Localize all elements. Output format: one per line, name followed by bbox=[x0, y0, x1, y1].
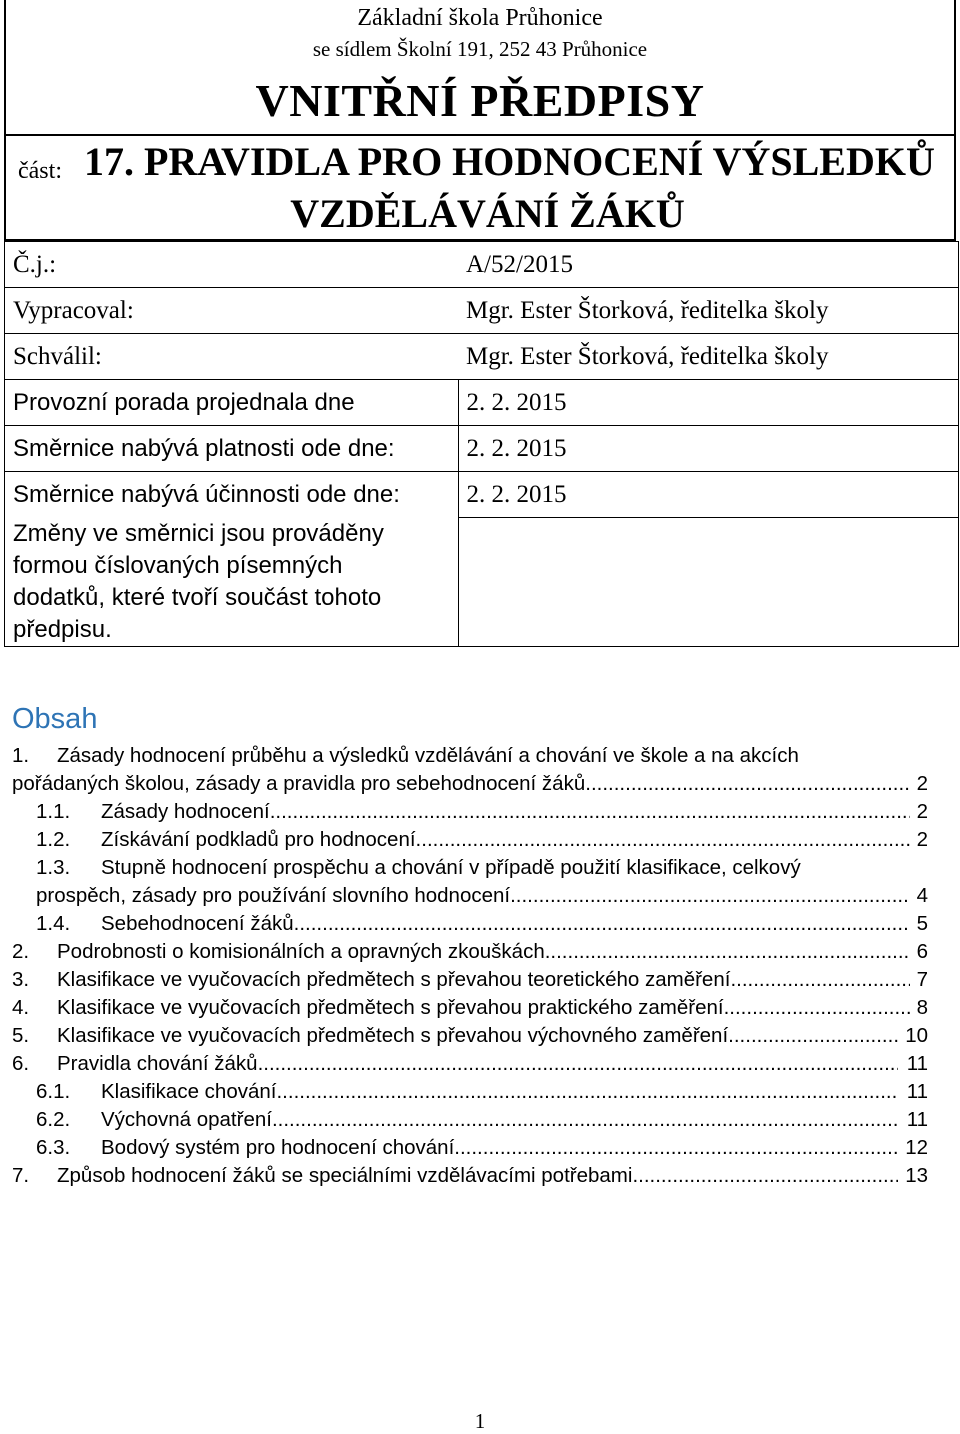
toc-leader bbox=[101, 1106, 898, 1134]
toc-item-3[interactable] bbox=[0, 966, 960, 994]
toc-leader bbox=[57, 1050, 898, 1078]
toc-item-1-4[interactable] bbox=[0, 910, 960, 938]
approved-value: Mgr. Ester Štorková, ředitelka školy bbox=[458, 334, 959, 380]
toc-leader bbox=[101, 910, 910, 938]
cj-value: A/52/2015 bbox=[458, 242, 959, 288]
changes-line-3: dodatků, které tvoří součást tohoto bbox=[13, 583, 382, 611]
toc-leader bbox=[36, 882, 910, 910]
part-title-line1: 17. PRAVIDLA PRO HODNOCENÍ VÝSLEDKŮ bbox=[84, 139, 935, 184]
approved-label: Schválil: bbox=[5, 334, 459, 380]
document-header bbox=[4, 0, 956, 136]
meta-row-prepared bbox=[5, 288, 959, 334]
toc-item-number: 4. bbox=[12, 996, 30, 1019]
toc-item-number: 1. bbox=[12, 744, 30, 767]
part-title-line2: VZDĚLÁVÁNÍ ŽÁKŮ bbox=[290, 191, 685, 236]
toc-item-1-cont[interactable] bbox=[0, 770, 960, 798]
toc-item-1-1[interactable] bbox=[0, 798, 960, 826]
toc-item-text: Pravidla chování žáků bbox=[57, 1052, 258, 1075]
toc-item-text: Zásady hodnocení průběhu a výsledků vzdělávání a chování ve škole a na akcích bbox=[57, 744, 799, 767]
page-number: 1 bbox=[474, 1409, 486, 1433]
toc-item-number: 6.3. bbox=[36, 1136, 71, 1159]
changes-empty-cell bbox=[458, 518, 959, 647]
toc-item-2[interactable] bbox=[0, 938, 960, 966]
toc-item-text: Výchovná opatření bbox=[101, 1108, 272, 1131]
toc-item-page: 11 bbox=[906, 1080, 928, 1103]
toc-item-page: 2 bbox=[916, 800, 928, 823]
part-title-box bbox=[4, 134, 956, 241]
toc-item-4[interactable] bbox=[0, 994, 960, 1022]
toc-item-number: 1.3. bbox=[36, 856, 71, 879]
toc-leader bbox=[57, 938, 910, 966]
toc-item-6-1[interactable] bbox=[0, 1078, 960, 1106]
toc-item-page: 12 bbox=[905, 1136, 928, 1159]
validity-label: Směrnice nabývá platnosti ode dne: bbox=[5, 426, 459, 472]
toc-item-number: 2. bbox=[12, 940, 30, 963]
toc-item-text: Způsob hodnocení žáků se speciálními vzdělávacími potřebami bbox=[57, 1164, 633, 1187]
toc-item-text: Stupně hodnocení prospěchu a chování v případě použití klasifikace, celkový bbox=[101, 856, 801, 879]
toc-leader bbox=[101, 798, 910, 826]
toc-item-page: 7 bbox=[916, 968, 928, 991]
meta-row-changes bbox=[5, 518, 959, 647]
toc-item-6-2[interactable] bbox=[0, 1106, 960, 1134]
toc-item-6[interactable] bbox=[0, 1050, 960, 1078]
changes-line-1: Změny ve směrnici jsou prováděny bbox=[13, 519, 384, 547]
toc-item-text: Získávání podkladů pro hodnocení bbox=[101, 828, 416, 851]
meta-row-approved bbox=[5, 334, 959, 380]
toc-item-text: Klasifikace ve vyučovacích předmětech s převahou teoretického zaměření bbox=[57, 968, 731, 991]
validity-value: 2. 2. 2015 bbox=[458, 426, 959, 472]
toc-item-number: 6. bbox=[12, 1052, 30, 1075]
toc-item-number: 1.2. bbox=[36, 828, 71, 851]
toc-leader bbox=[57, 966, 910, 994]
toc-item-number: 3. bbox=[12, 968, 30, 991]
toc-item-number: 6.1. bbox=[36, 1080, 71, 1103]
toc-item-page: 11 bbox=[906, 1052, 928, 1075]
document-meta-table bbox=[4, 241, 959, 647]
toc-item-number: 5. bbox=[12, 1024, 30, 1047]
meeting-label: Provozní porada projednala dne bbox=[5, 380, 459, 426]
cj-label: Č.j.: bbox=[5, 242, 459, 288]
part-label: část: bbox=[18, 158, 62, 184]
toc-heading: Obsah bbox=[12, 703, 98, 735]
toc-item-text: pořádaných školou, zásady a pravidla pro sebehodnocení žáků bbox=[12, 772, 586, 795]
toc-leader bbox=[57, 1022, 898, 1050]
meta-row-cj bbox=[5, 242, 959, 288]
toc-leader bbox=[101, 1134, 898, 1162]
prepared-value: Mgr. Ester Štorková, ředitelka školy bbox=[458, 288, 959, 334]
school-address: se sídlem Školní 191, 252 43 Průhonice bbox=[312, 37, 648, 61]
toc-item-1-3-cont[interactable] bbox=[0, 882, 960, 910]
toc-item-text: Bodový systém pro hodnocení chování bbox=[101, 1136, 455, 1159]
toc-item-page: 5 bbox=[916, 912, 928, 935]
toc-item-text: Sebehodnocení žáků bbox=[101, 912, 294, 935]
toc-leader bbox=[57, 1162, 898, 1190]
toc-item-page: 8 bbox=[916, 996, 928, 1019]
toc-item-number: 1.1. bbox=[36, 800, 71, 823]
toc-item-page: 2 bbox=[916, 828, 928, 851]
toc-item-1-2[interactable] bbox=[0, 826, 960, 854]
toc-leader bbox=[12, 770, 910, 798]
toc-item-1[interactable] bbox=[0, 742, 960, 770]
toc-item-number: 7. bbox=[12, 1164, 30, 1187]
toc-item-text: prospěch, zásady pro používání slovního hodnocení bbox=[36, 884, 511, 907]
toc-item-1-3[interactable] bbox=[0, 854, 960, 882]
effect-label: Směrnice nabývá účinnosti ode dne: bbox=[5, 472, 459, 518]
toc-item-page: 2 bbox=[916, 772, 928, 795]
toc-item-text: Klasifikace chování bbox=[101, 1080, 277, 1103]
prepared-label: Vypracoval: bbox=[5, 288, 459, 334]
toc-item-number: 1.4. bbox=[36, 912, 71, 935]
toc-item-7[interactable] bbox=[0, 1162, 960, 1190]
toc-leader bbox=[57, 994, 910, 1022]
toc-item-text: Klasifikace ve vyučovacích předmětech s převahou výchovného zaměření bbox=[57, 1024, 729, 1047]
toc-item-page: 6 bbox=[916, 940, 928, 963]
toc-leader bbox=[101, 1078, 898, 1106]
changes-note bbox=[5, 518, 459, 647]
toc-item-text: Podrobnosti o komisionálních a opravných zkouškách bbox=[57, 940, 545, 963]
toc-leader bbox=[101, 826, 910, 854]
toc-item-page: 10 bbox=[905, 1024, 928, 1047]
toc-item-text: Klasifikace ve vyučovacích předmětech s převahou praktického zaměření bbox=[57, 996, 724, 1019]
effect-value: 2. 2. 2015 bbox=[458, 472, 959, 518]
changes-line-2: formou číslovaných písemných bbox=[13, 551, 343, 579]
document-title: VNITŘNÍ PŘEDPISY bbox=[255, 75, 705, 126]
meta-row-validity bbox=[5, 426, 959, 472]
toc-item-text: Zásady hodnocení bbox=[101, 800, 270, 823]
meeting-value: 2. 2. 2015 bbox=[458, 380, 959, 426]
toc-item-number: 6.2. bbox=[36, 1108, 71, 1131]
meta-row-meeting bbox=[5, 380, 959, 426]
toc-item-page: 4 bbox=[916, 884, 928, 907]
meta-row-effect bbox=[5, 472, 959, 518]
toc-item-5[interactable] bbox=[0, 1022, 960, 1050]
changes-line-4: předpisu. bbox=[13, 615, 112, 643]
toc-item-page: 11 bbox=[906, 1108, 928, 1131]
toc-item-page: 13 bbox=[905, 1164, 928, 1187]
toc-item-6-3[interactable] bbox=[0, 1134, 960, 1162]
school-name: Základní škola Průhonice bbox=[357, 5, 603, 31]
